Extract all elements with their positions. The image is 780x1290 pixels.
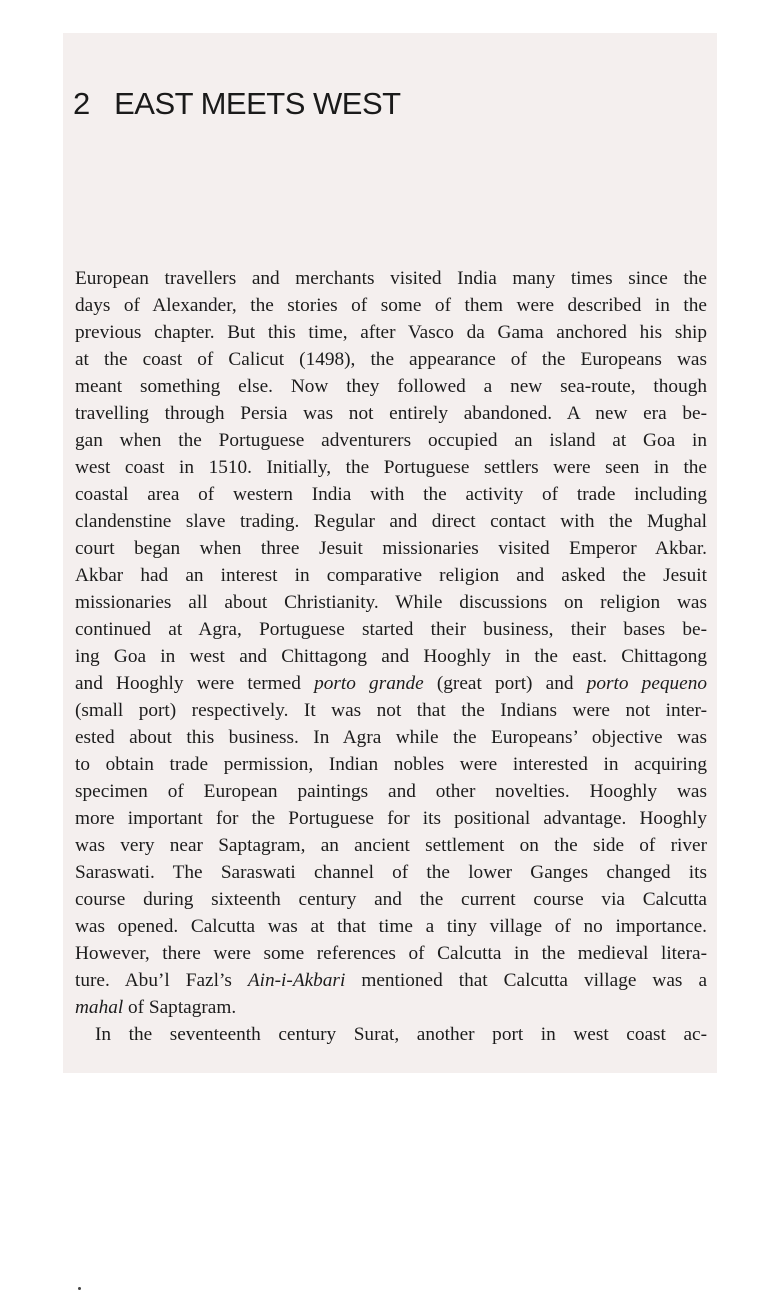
text-line xyxy=(75,805,707,832)
text-line xyxy=(75,481,707,508)
text-segment: meant something else. Now they followed a new sea-route, though xyxy=(75,376,707,397)
text-segment: specimen of European paintings and other novelties. Hooghly was xyxy=(75,781,707,802)
text-segment: court began when three Jesuit missionaries visited Emperor Akbar. xyxy=(75,538,707,559)
text-segment: was very near Saptagram, an ancient settlement on the side of river xyxy=(75,835,707,856)
text-segment: to obtain trade permission, Indian nobles were interested in acquiring xyxy=(75,754,707,775)
text-line xyxy=(75,940,707,967)
italic-term: porto pequeno xyxy=(586,673,707,694)
text-line xyxy=(75,400,707,427)
text-segment: of Saptagram. xyxy=(123,997,237,1018)
text-line xyxy=(75,724,707,751)
text-segment: European travellers and merchants visited India many times since the xyxy=(75,268,707,289)
text-line xyxy=(75,508,707,535)
text-segment: Saraswati. The Saraswati channel of the lower Ganges changed its xyxy=(75,862,707,883)
text-line xyxy=(75,859,707,886)
text-line xyxy=(75,643,707,670)
text-line xyxy=(75,346,707,373)
text-segment: was opened. Calcutta was at that time a tiny village of no importance. xyxy=(75,916,707,937)
italic-term: porto grande xyxy=(314,673,424,694)
text-segment: at the coast of Calicut (1498), the appearance of the Europeans was xyxy=(75,349,707,370)
body-text xyxy=(75,265,707,1048)
text-segment: travelling through Persia was not entirely abandoned. A new era be- xyxy=(75,403,707,424)
text-line xyxy=(75,562,707,589)
text-line xyxy=(75,292,707,319)
text-segment: ested about this business. In Agra while the Europeans’ objective was xyxy=(75,727,707,748)
italic-term: Ain-i-Akbari xyxy=(247,970,346,991)
text-line xyxy=(75,886,707,913)
text-segment: more important for the Portuguese for its positional advantage. Hooghly xyxy=(75,808,707,829)
chapter-heading xyxy=(73,86,401,122)
text-segment: (great port) and xyxy=(423,673,587,694)
text-line xyxy=(75,589,707,616)
text-line xyxy=(75,616,707,643)
text-line xyxy=(75,913,707,940)
text-line xyxy=(75,994,707,1021)
text-segment: and Hooghly were termed xyxy=(75,673,315,694)
text-segment: Akbar had an interest in comparative religion and asked the Jesuit xyxy=(75,565,707,586)
text-segment: clandenstine slave trading. Regular and direct contact with the Mughal xyxy=(75,511,707,532)
text-segment: ture. Abu’l Fazl’s xyxy=(75,970,248,991)
text-segment: previous chapter. But this time, after Vasco da Gama anchored his ship xyxy=(75,322,707,343)
text-segment: In the seventeenth century Surat, another port in west coast ac- xyxy=(95,1024,707,1045)
italic-term: mahal xyxy=(75,997,124,1018)
text-segment: missionaries all about Christianity. While discussions on religion was xyxy=(75,592,707,613)
text-segment: (small port) respectively. It was not that the Indians were not inter- xyxy=(75,700,707,721)
text-line xyxy=(75,454,707,481)
text-line xyxy=(75,535,707,562)
text-segment: continued at Agra, Portuguese started their business, their bases be- xyxy=(75,619,707,640)
text-segment: west coast in 1510. Initially, the Portuguese settlers were seen in the xyxy=(75,457,707,478)
text-line xyxy=(75,373,707,400)
text-segment: days of Alexander, the stories of some of them were described in the xyxy=(75,295,707,316)
text-segment: However, there were some references of Calcutta in the medieval litera- xyxy=(75,943,707,964)
text-segment: gan when the Portuguese adventurers occupied an island at Goa in xyxy=(75,430,707,451)
text-line xyxy=(75,265,707,292)
text-line xyxy=(75,967,707,994)
text-line xyxy=(75,832,707,859)
document-page xyxy=(63,33,717,1073)
text-line xyxy=(75,1021,707,1048)
text-line xyxy=(75,697,707,724)
text-line xyxy=(75,319,707,346)
text-segment: mentioned that Calcutta village was a xyxy=(345,970,707,991)
chapter-title: EAST MEETS WEST xyxy=(114,86,401,121)
chapter-number: 2 xyxy=(73,86,90,121)
text-line xyxy=(75,778,707,805)
text-line xyxy=(75,427,707,454)
text-segment: coastal area of western India with the activity of trade including xyxy=(75,484,707,505)
text-segment: course during sixteenth century and the current course via Calcutta xyxy=(75,889,707,910)
text-segment: ing Goa in west and Chittagong and Hooghly in the east. Chittagong xyxy=(75,646,707,667)
text-line xyxy=(75,670,707,697)
text-line xyxy=(75,751,707,778)
